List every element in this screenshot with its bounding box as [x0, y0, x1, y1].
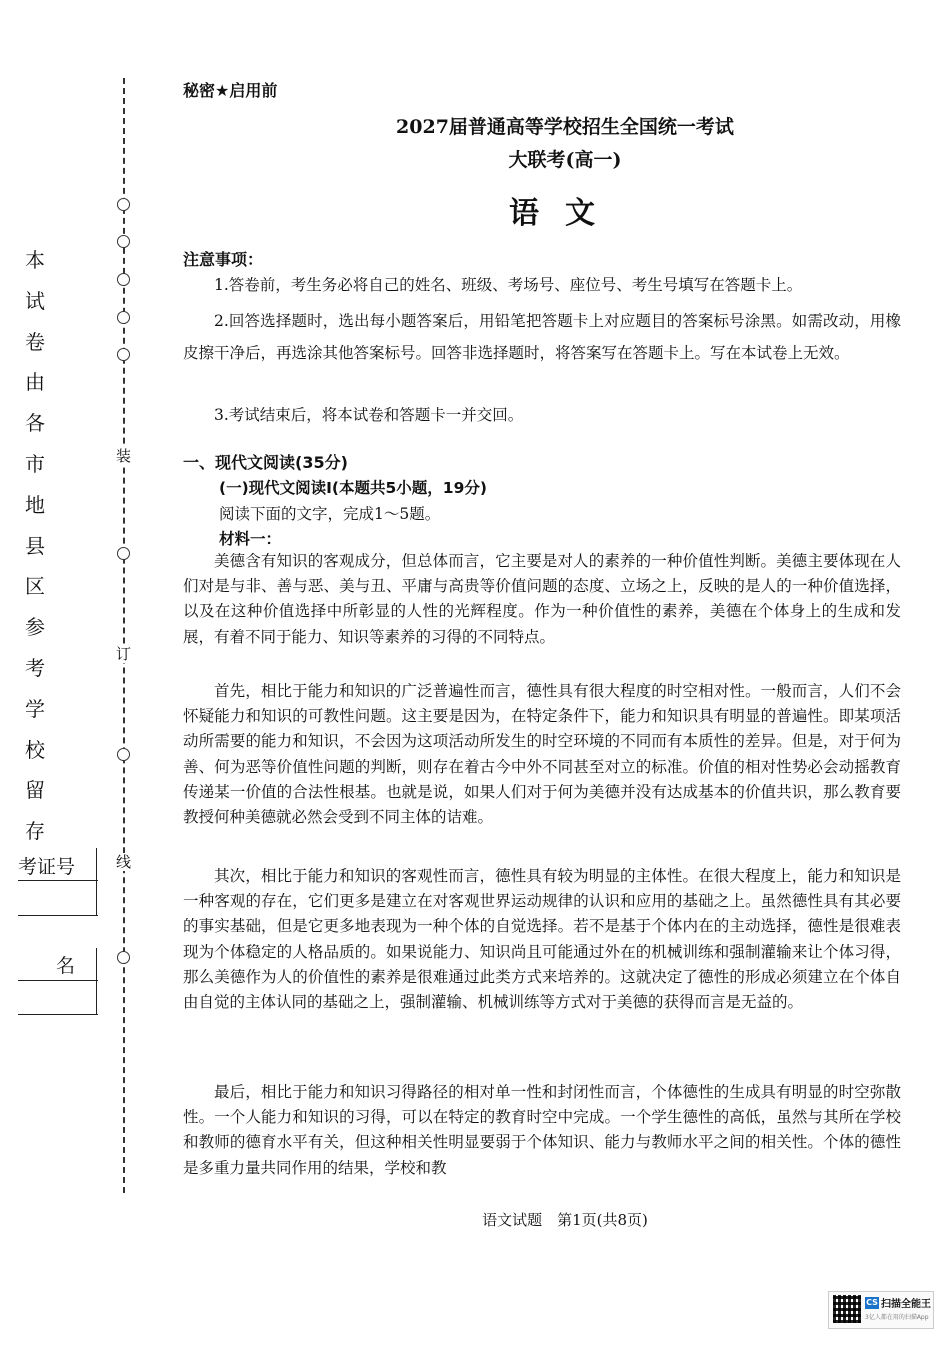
paragraph-1: 美德含有知识的客观成分，但总体而言，它主要是对人的素养的一种价值性判断。美德主要体现在人们对是与非、善与恶、美与丑、平庸与高贵等价值问题的态度、立场之上，反映的是人的一种价值选择，以及在这种价值选择中所彰显的人性的光辉程度。作为一种价值性的素养，美德在个体身上的生成和发展，有着不同于能力、知识等素养的习得的不同特点。	[183, 552, 901, 646]
exam-number-box	[96, 848, 97, 916]
camscanner-logo-icon: CS	[866, 1298, 878, 1307]
paragraph-3: 其次，相比于能力和知识的客观性而言，德性具有较为明显的主体性。在很大程度上，能力和知识是一种客观的存在，它们更多是建立在对客观世界运动规律的认识和应用的基础之上。虽然德性具有其必要的事实基础，但是它更多地表现为一种个体的自觉选择。若不是基于个体内在的主动选择，德性是很难表现为个体稳定的人格品质的。如果说能力、知识尚且可能通过外在的机械训练和强制灌输来让个体习得，那么美德作为人的价值性的素养是很难通过此类方式来培养的。这就决定了德性的形成必须建立在个体自由自觉的主体认同的基础之上，强制灌输、机械训练等方式对于美德的获得而言是无益的。	[183, 867, 901, 1012]
section-title: 一、现代文阅读(35分)	[183, 453, 348, 472]
scanner-slogan: 3亿人都在用的扫描App	[865, 1314, 929, 1321]
sub-section-title: (一)现代文阅读Ⅰ(本题共5小题，19分)	[219, 479, 487, 497]
school-retention-note: 本试卷由各市地县区参考学校留存	[25, 248, 45, 844]
binding-hole	[117, 235, 130, 248]
field-divider	[18, 880, 98, 881]
confidential-mark: 秘密★启用前	[183, 81, 278, 100]
field-divider	[18, 980, 98, 981]
paragraph-4: 最后，相比于能力和知识习得路径的相对单一性和封闭性而言，个体德性的生成具有明显的时空弥散性。一个人能力和知识的习得，可以在特定的教育时空中完成。一个学生德性的高低，虽然与其所在学校和教师的德育水平有关，但这种相关性明显要弱于个体知识、能力与教师水平之间的相关性。个体的德性是多重力量共同作用的结果，学校和教	[183, 1083, 901, 1177]
qr-code-icon	[833, 1295, 861, 1323]
field-divider	[18, 915, 98, 916]
scanner-app-name: 扫描全能王	[881, 1299, 931, 1310]
binding-hole	[117, 348, 130, 361]
exam-number-label: 考证号	[18, 856, 76, 878]
binding-hole	[117, 748, 130, 761]
reading-instruction: 阅读下面的文字，完成1～5题。	[219, 505, 441, 523]
exam-title: 2027届普通高等学校招生全国统一考试	[396, 116, 734, 138]
name-label: 名	[56, 955, 76, 977]
binding-char-zhuang: 装	[116, 447, 132, 465]
subject-title: 语文	[509, 196, 621, 231]
exam-subtitle: 大联考(高一)	[508, 149, 622, 171]
notice-item-3: 3.考试结束后，将本试卷和答题卡一并交回。	[214, 406, 524, 424]
paragraph-2: 首先，相比于能力和知识的广泛普遍性而言，德性具有很大程度的时空相对性。一般而言，人们不会怀疑能力和知识的可教性问题。这主要是因为，在特定条件下，能力和知识具有明显的普遍性。即某项活动所需要的能力和知识，不会因为这项活动所发生的时空环境的不同而有本质性的差异。但是，对于何为善、何为恶等价值性问题的判断，则存在着古今中外不同甚至对立的标准。价值的相对性势必会动摇教育传递某一价值的合法性根基。也就是说，如果人们对于何为美德并没有达成基本的价值共识，那么教育要教授何种美德就必然会受到不同主体的诘难。	[183, 682, 901, 827]
binding-hole	[117, 273, 130, 286]
notice-item-2: 2.回答选择题时，选出每小题答案后，用铅笔把答题卡上对应题目的答案标号涂黑。如需改动，用橡皮擦干净后，再选涂其他答案标号。回答非选择题时，将答案写在答题卡上。写在本试卷上无效。	[183, 312, 901, 362]
binding-hole	[117, 311, 130, 324]
binding-hole	[117, 198, 130, 211]
name-box	[96, 948, 97, 1015]
binding-char-ding: 订	[116, 645, 132, 663]
page-footer: 语文试题 第1页(共8页)	[482, 1211, 648, 1229]
binding-char-xian: 线	[116, 853, 132, 871]
notice-heading: 注意事项：	[183, 250, 264, 269]
field-divider	[18, 1014, 98, 1015]
binding-hole	[117, 547, 130, 560]
material-label: 材料一：	[219, 530, 282, 548]
notice-item-1: 1.答卷前，考生务必将自己的姓名、班级、考场号、座位号、考生号填写在答题卡上。	[214, 276, 803, 294]
binding-hole	[117, 951, 130, 964]
scanner-badge	[828, 1291, 934, 1329]
